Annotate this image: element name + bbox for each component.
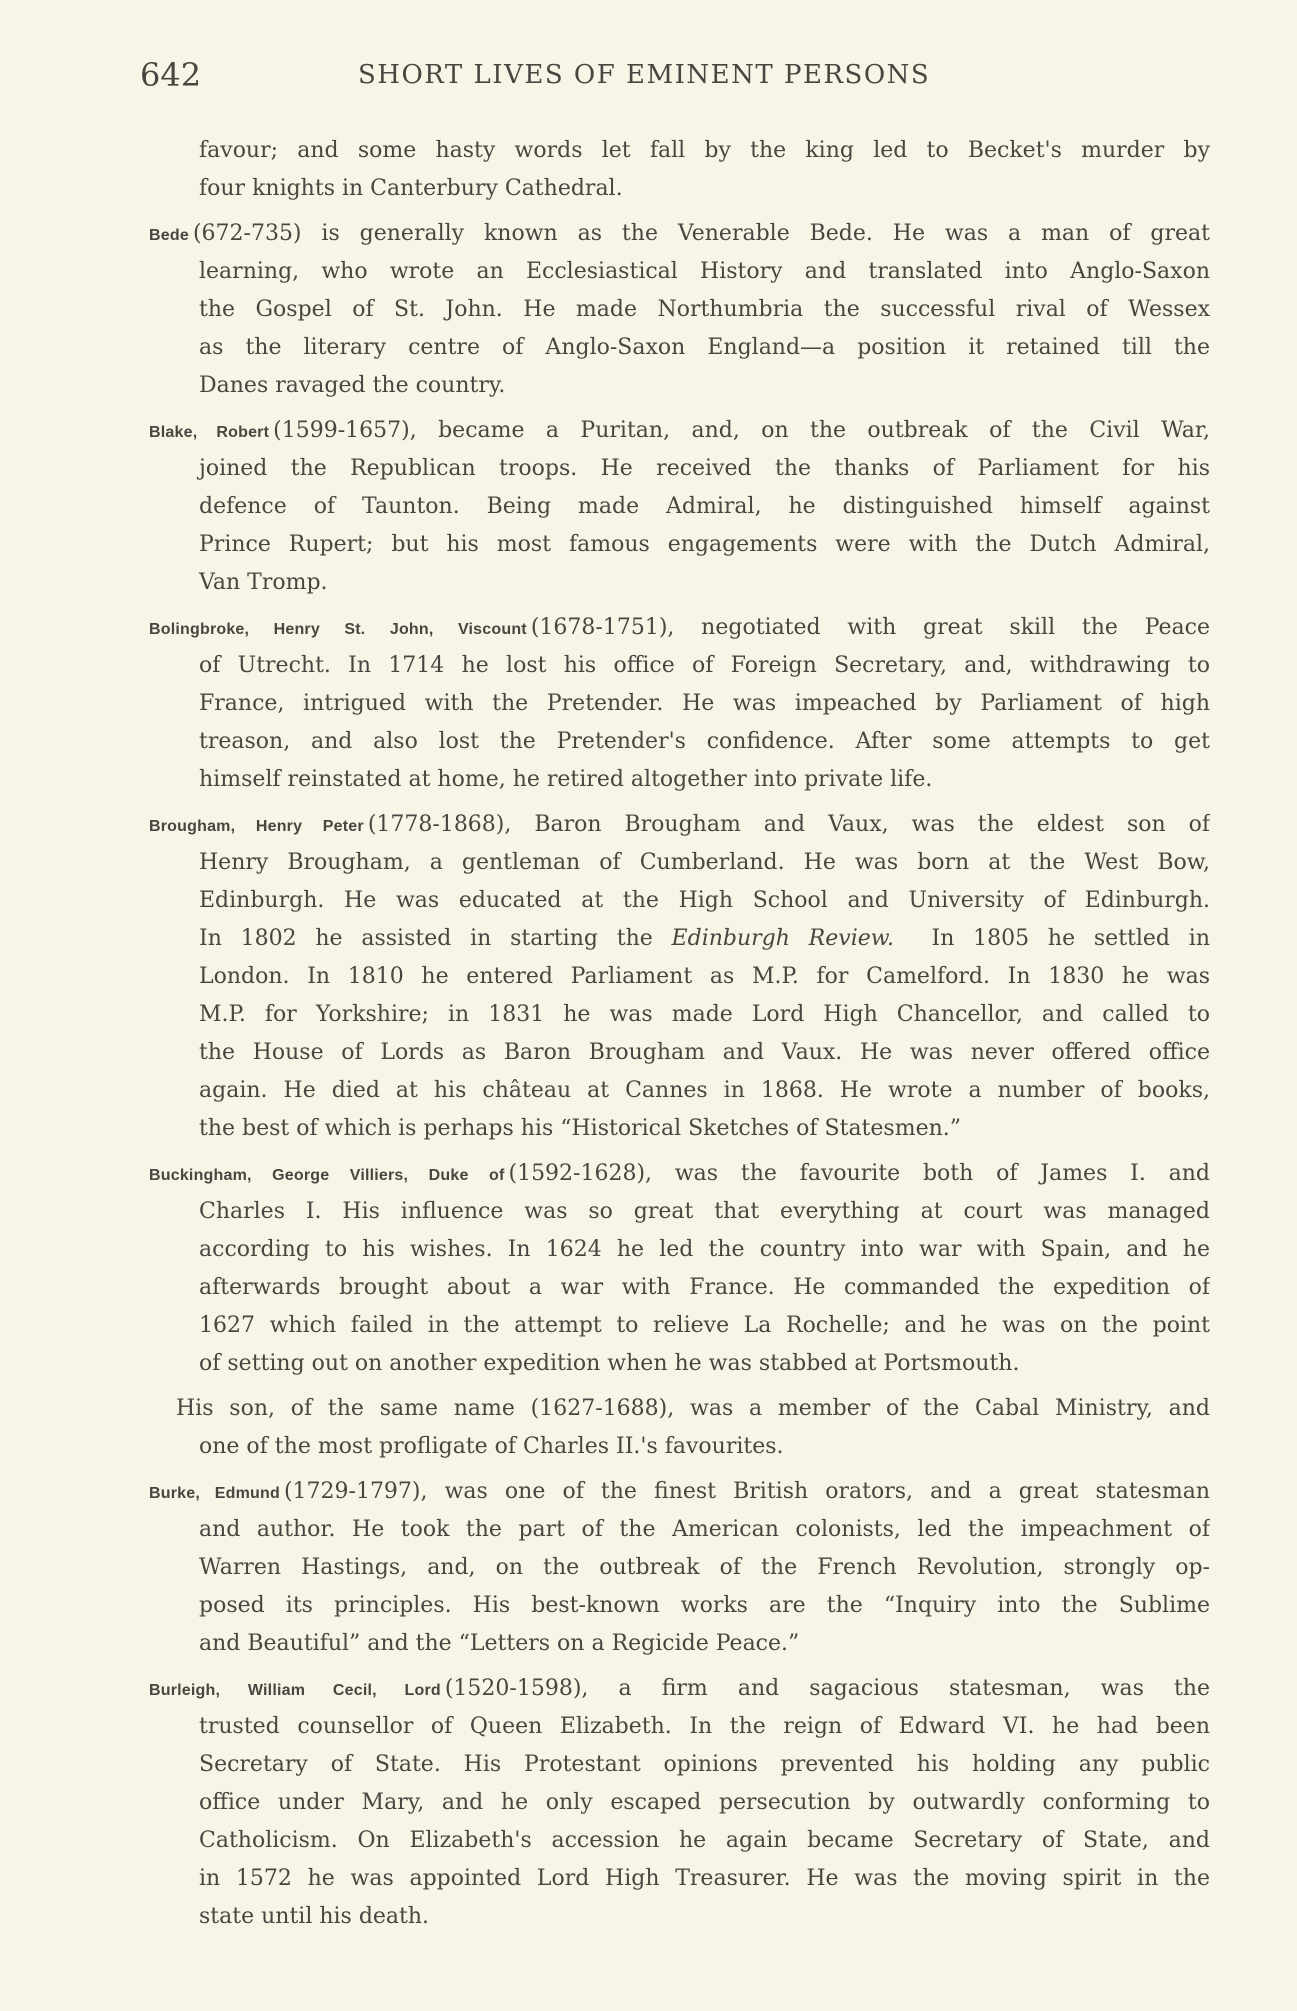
text-line xyxy=(149,1269,1210,1307)
text-line xyxy=(149,920,1210,958)
line-text: (1592-1628), was the favourite both of James I. and xyxy=(508,1161,1210,1186)
biography-entry xyxy=(149,609,1210,799)
biography-entry xyxy=(149,215,1210,405)
text-line xyxy=(149,1860,1210,1898)
text-line xyxy=(149,1587,1210,1625)
italic-title: Edinburgh Review. xyxy=(671,926,894,951)
text-line xyxy=(149,450,1210,488)
entry-headword: Buckingham, George Villiers, Duke of xyxy=(149,1167,505,1184)
text-line xyxy=(149,1670,1210,1708)
line-text: state until his death. xyxy=(199,1904,430,1929)
line-text: again. He died at his château at Cannes in 1868. He wrote a number of books, xyxy=(199,1078,1210,1103)
line-text: trusted counsellor of Queen Elizabeth. In the reign of Edward VI. he had been xyxy=(199,1714,1210,1739)
line-text: and Beautiful” and the “Letters on a Regicide Peace.” xyxy=(199,1631,800,1656)
text-line xyxy=(149,1473,1210,1511)
biography-entry xyxy=(149,1473,1210,1663)
text-line xyxy=(149,1390,1210,1428)
entry-headword: Brougham, Henry Peter xyxy=(149,818,364,835)
text-line xyxy=(149,1034,1210,1072)
text-line xyxy=(149,1625,1210,1663)
line-text: the House of Lords as Baron Brougham and Vaux. He was never offered office xyxy=(199,1040,1210,1065)
text-line xyxy=(149,1110,1210,1148)
line-text: (672-735) is generally known as the Venerable Bede. He was a man of great xyxy=(192,221,1210,246)
running-title: SHORT LIVES OF EMINENT PERSONS xyxy=(358,60,931,90)
line-text: of setting out on another expedition when he was stabbed at Portsmouth. xyxy=(199,1351,1020,1376)
text-line xyxy=(149,1193,1210,1231)
text-line xyxy=(149,958,1210,996)
line-text: Edinburgh. He was educated at the High School and University of Edinburgh. xyxy=(199,888,1210,913)
line-text: posed its principles. His best-known works are the “Inquiry into the Sublime xyxy=(199,1593,1210,1618)
line-text: himself reinstated at home, he retired altogether into private life. xyxy=(199,767,933,792)
text-line xyxy=(149,367,1210,405)
line-text: London. In 1810 he entered Parliament as M.P. for Camelford. In 1830 he was xyxy=(199,964,1210,989)
line-text: His son, of the same name (1627-1688), was a member of the Cabal Ministry, and xyxy=(176,1396,1210,1421)
line-text: In 1802 he assisted in starting the xyxy=(199,926,672,951)
entry-headword: Bede xyxy=(149,227,189,244)
text-line xyxy=(149,291,1210,329)
biography-entry xyxy=(149,412,1210,602)
text-line xyxy=(149,1072,1210,1110)
line-text: (1778-1868), Baron Brougham and Vaux, was the eldest son of xyxy=(367,812,1210,837)
text-line xyxy=(149,882,1210,920)
line-text: the best of which is perhaps his “Historical Sketches of Statesmen.” xyxy=(199,1116,961,1141)
text-line xyxy=(149,329,1210,367)
text-line xyxy=(149,253,1210,291)
line-text: In 1805 he settled in xyxy=(893,926,1210,951)
entry-headword: Burke, Edmund xyxy=(149,1485,280,1502)
line-text: Warren Hastings, and, on the outbreak of the French Revolution, strongly op- xyxy=(199,1555,1210,1580)
entry-subparagraph xyxy=(149,1390,1210,1466)
line-text: favour; and some hasty words let fall by the king led to Becket's murder by xyxy=(199,138,1210,163)
line-text: of Utrecht. In 1714 he lost his office of Foreign Secretary, and, withdrawing to xyxy=(199,653,1210,678)
line-text: joined the Republican troops. He received the thanks of Parliament for his xyxy=(199,456,1210,481)
line-text: Van Tromp. xyxy=(199,570,328,595)
line-text: in 1572 he was appointed Lord High Treasurer. He was the moving spirit in the xyxy=(199,1866,1210,1891)
line-text: treason, and also lost the Pretender's confidence. After some attempts to get xyxy=(199,729,1210,754)
text-line xyxy=(149,685,1210,723)
text-line xyxy=(149,1708,1210,1746)
text-line xyxy=(149,1428,1210,1466)
text-line xyxy=(149,132,1210,170)
line-text: the Gospel of St. John. He made Northumbria the successful rival of Wessex xyxy=(199,297,1210,322)
continued-paragraph xyxy=(149,132,1210,208)
text-line xyxy=(149,1307,1210,1345)
line-text: (1678-1751), negotiated with great skill the Peace xyxy=(530,615,1210,640)
line-text: office under Mary, and he only escaped persecution by outwardly conforming to xyxy=(199,1790,1210,1815)
biography-entry xyxy=(149,1670,1210,1936)
line-text: Catholicism. On Elizabeth's accession he again became Secretary of State, and xyxy=(199,1828,1210,1853)
text-line xyxy=(149,1549,1210,1587)
text-line xyxy=(149,1746,1210,1784)
text-line xyxy=(149,1898,1210,1936)
text-line xyxy=(149,996,1210,1034)
entry-headword: Blake, Robert xyxy=(149,424,270,441)
page-body xyxy=(149,132,1210,1936)
biography-entry xyxy=(149,1155,1210,1383)
biography-entry xyxy=(149,806,1210,1148)
line-text: learning, who wrote an Ecclesiastical History and translated into Anglo-Saxon xyxy=(199,259,1210,284)
line-text: Prince Rupert; but his most famous engagements were with the Dutch Admiral, xyxy=(199,532,1210,557)
text-line xyxy=(149,761,1210,799)
line-text: according to his wishes. In 1624 he led the country into war with Spain, and he xyxy=(199,1237,1210,1262)
text-line xyxy=(149,1822,1210,1860)
text-line xyxy=(149,526,1210,564)
text-line xyxy=(149,564,1210,602)
line-text: (1729-1797), was one of the finest British orators, and a great statesman xyxy=(283,1479,1210,1504)
text-line xyxy=(149,412,1210,450)
entry-headword: Bolingbroke, Henry St. John, Viscount xyxy=(149,621,527,638)
line-text: afterwards brought about a war with France. He commanded the expedition of xyxy=(199,1275,1210,1300)
text-line xyxy=(149,723,1210,761)
entry-headword: Burleigh, William Cecil, Lord xyxy=(149,1682,441,1699)
line-text: 1627 which failed in the attempt to relieve La Rochelle; and he was on the point xyxy=(199,1313,1210,1338)
line-text: and author. He took the part of the American colonists, led the impeachment of xyxy=(199,1517,1210,1542)
line-text: Danes ravaged the country. xyxy=(199,373,506,398)
line-text: Secretary of State. His Protestant opinions prevented his holding any public xyxy=(199,1752,1210,1777)
line-text: Henry Brougham, a gentleman of Cumberland. He was born at the West Bow, xyxy=(199,850,1210,875)
line-text: Charles I. His influence was so great that everything at court was managed xyxy=(199,1199,1210,1224)
line-text: (1520-1598), a firm and sagacious statesman, was the xyxy=(444,1676,1210,1701)
line-text: as the literary centre of Anglo-Saxon England—a position it retained till the xyxy=(199,335,1210,360)
text-line xyxy=(149,1784,1210,1822)
text-line xyxy=(149,1345,1210,1383)
text-line xyxy=(149,844,1210,882)
line-text: (1599-1657), became a Puritan, and, on the outbreak of the Civil War, xyxy=(273,418,1210,443)
text-line xyxy=(149,609,1210,647)
text-line xyxy=(149,488,1210,526)
text-line xyxy=(149,215,1210,253)
text-line xyxy=(149,806,1210,844)
text-line xyxy=(149,1231,1210,1269)
line-text: M.P. for Yorkshire; in 1831 he was made Lord High Chancellor, and called to xyxy=(199,1002,1210,1027)
line-text: four knights in Canterbury Cathedral. xyxy=(199,176,623,201)
page-number: 642 xyxy=(140,56,202,94)
text-line xyxy=(149,170,1210,208)
line-text: one of the most profligate of Charles II.'s favourites. xyxy=(199,1434,784,1459)
text-line xyxy=(149,1155,1210,1193)
text-line xyxy=(149,647,1210,685)
text-line xyxy=(149,1511,1210,1549)
line-text: France, intrigued with the Pretender. He was impeached by Parliament of high xyxy=(199,691,1210,716)
line-text: defence of Taunton. Being made Admiral, he distinguished himself against xyxy=(199,494,1210,519)
